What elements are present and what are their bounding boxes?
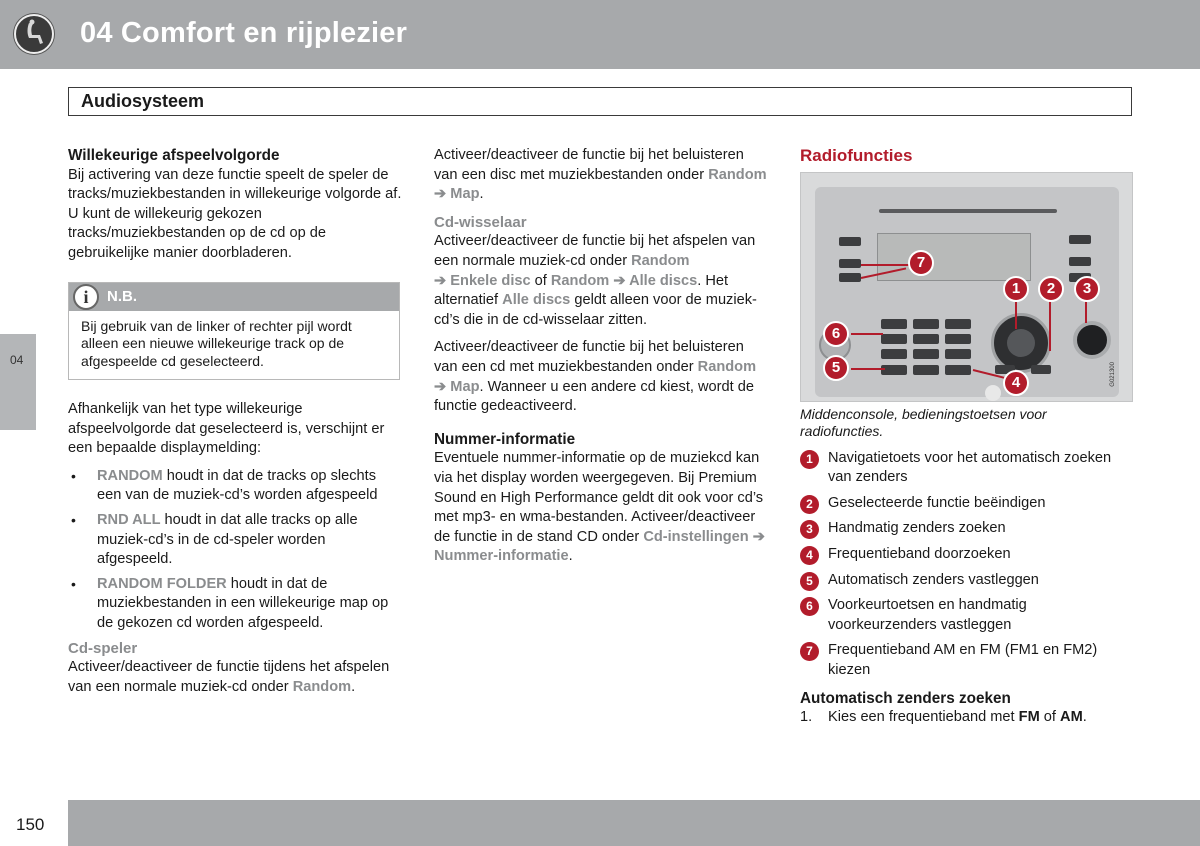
heading-cd-wisselaar: Cd-wisselaar — [434, 213, 527, 231]
paragraph-text: Activeer/deactiveer de functie bij het beluisteren van een cd met muziekbestanden onder — [434, 339, 744, 375]
arrow-icon — [434, 186, 450, 202]
heading-automatisch-zoeken: Automatisch zenders zoeken — [800, 689, 1011, 707]
keyword-random: Random — [697, 358, 757, 375]
column-left — [68, 146, 404, 697]
keyword-random: Random — [550, 272, 610, 289]
keyword-am: AM — [1060, 709, 1083, 726]
paragraph-text: . Het alternatief — [434, 272, 729, 309]
keyword-alle-discs: Alle discs — [629, 272, 698, 289]
cd-button-graphic — [1069, 257, 1091, 266]
keyword-map: Map — [450, 186, 480, 203]
marker-1: 1 — [1003, 276, 1029, 302]
leader-line — [861, 264, 911, 266]
center-console-illustration — [800, 172, 1133, 402]
navigation-center-graphic — [1007, 329, 1035, 357]
list-item-text: Navigatietoets voor het automatisch zoeken van zenders — [828, 449, 1112, 486]
paragraph-text: . Wanneer u een andere cd kiest, wordt de functie gedeactiveerd. — [434, 378, 754, 415]
paragraph-display-message: Afhankelijk van het type willekeurige afspeelvolgorde dat geselecteerd is, verschijnt er een bepaalde displaymelding: — [68, 401, 385, 457]
list-item-text: Handmatig zenders zoeken — [828, 520, 1006, 537]
chapter-side-tab — [0, 334, 36, 430]
arrow-glyph: ➔ — [434, 186, 447, 203]
paragraph-disc-files — [434, 146, 770, 205]
heading-nummer-informatie: Nummer-informatie — [434, 430, 576, 448]
number-badge: 7 — [800, 642, 819, 661]
step-item — [800, 708, 1132, 728]
paragraph-text: Activeer/deactiveer de functie bij het afspelen van een normale muziek-cd onder — [434, 233, 756, 269]
step-text: Kies een frequentieband met — [828, 709, 1019, 726]
marker-4: 4 — [1003, 370, 1029, 396]
paragraph-text: geldt alleen voor de muziek-cd’s die in de cd-wisselaar zitten. — [434, 292, 757, 328]
list-item-text: Frequentieband doorzoeken — [828, 545, 1011, 562]
arrow-glyph: ➔ — [752, 528, 766, 545]
radio-display — [877, 233, 1031, 281]
note-box — [68, 282, 400, 381]
list-item — [68, 467, 404, 506]
keyword-nummer-informatie: Nummer-informatie — [434, 548, 569, 565]
note-text: Bij gebruik van de linker of rechter pijl wordt alleen een nieuwe willekeurige track op de afgespeelde cd geselecteerd. — [81, 317, 352, 369]
list-item — [800, 596, 1132, 635]
list-item — [800, 641, 1132, 680]
keyword-rnd-all: RND ALL — [97, 512, 161, 529]
arrow-glyph: ➔ — [434, 272, 447, 289]
list-item-text: houdt in dat de muziekbestanden in een willekeurige map op de gekozen cd worden afgespeeld. — [97, 575, 389, 631]
arrow-icon — [749, 529, 765, 545]
arrow-icon — [434, 379, 450, 395]
number-badge: 4 — [800, 546, 819, 565]
side-tab-label: 04 — [10, 353, 24, 367]
list-item — [800, 494, 1132, 514]
section-title: Audiosysteem — [68, 87, 1132, 116]
info-icon: i — [73, 284, 99, 310]
leader-line — [851, 368, 885, 370]
list-item — [68, 575, 404, 634]
step-number: 1. — [800, 709, 813, 726]
preset-key-graphic — [945, 349, 971, 359]
auto-key-graphic — [881, 365, 907, 375]
leader-line — [1015, 301, 1017, 329]
column-middle — [434, 146, 770, 567]
am-button-graphic — [839, 259, 861, 268]
heading-random-order: Willekeurige afspeelvolgorde — [68, 147, 280, 164]
note-label: N.B. — [107, 287, 137, 305]
cd-slot — [879, 209, 1057, 213]
arrow-glyph: ➔ — [613, 272, 626, 289]
paragraph-text: Eventuele nummer-informatie op de muziekcd kan via het display worden weergegeven. Bij Premium Sound en High Performance geldt dit ook voor cd’s met mp3- en wma-bestanden. Activeer/deactiveer de functie in de stand CD onder — [434, 450, 764, 545]
keyword-cd-instellingen: Cd-instellingen — [643, 528, 749, 545]
paragraph-text: . — [351, 678, 356, 695]
paragraph-text: . — [479, 186, 484, 203]
seat-icon — [14, 14, 54, 54]
keyword-enkele-disc: Enkele disc — [450, 272, 531, 289]
keyword-random: Random — [708, 166, 767, 183]
keyword-random: Random — [631, 252, 690, 269]
keyword-random: RANDOM — [97, 467, 163, 484]
preset-key-graphic — [945, 319, 971, 329]
step-text: . — [1082, 709, 1087, 726]
keyword-random: Random — [292, 678, 352, 695]
preset-key-graphic — [913, 365, 939, 375]
marker-6: 6 — [823, 321, 849, 347]
list-item — [800, 545, 1132, 565]
preset-key-graphic — [913, 334, 939, 344]
paragraph-text: of — [530, 272, 551, 289]
marker-2: 2 — [1038, 276, 1064, 302]
scan-key-graphic — [945, 365, 971, 375]
preset-key-graphic — [945, 334, 971, 344]
paragraph-cd-wisselaar — [434, 232, 770, 330]
leader-line — [1085, 301, 1087, 323]
list-item — [800, 449, 1132, 488]
preset-key-graphic — [881, 319, 907, 329]
exit-key-graphic — [1031, 365, 1051, 374]
leader-line — [1049, 301, 1051, 351]
chapter-title: 04 Comfort en rijplezier — [80, 17, 408, 49]
paragraph-random-intro: Bij activering van deze functie speelt de speler de tracks/muziekbestanden in willekeurige volgorde af. U kunt de willekeurig gekozen tracks/muziekbestanden op de cd op de gebruikelijke manier doorbladeren. — [68, 166, 402, 261]
number-badge: 2 — [800, 495, 819, 514]
leader-line — [851, 333, 883, 335]
eject-button-graphic — [839, 237, 861, 246]
arrow-icon — [434, 273, 450, 289]
paragraph-text: . — [568, 548, 573, 565]
paragraph-cd-speler — [68, 658, 404, 697]
list-item-text: Geselecteerde functie beëindigen — [828, 494, 1046, 511]
list-item-text: houdt in dat de tracks op slechts een van de muziek-cd’s worden afgespeeld — [97, 467, 378, 504]
bullet-list-random-modes — [68, 467, 404, 634]
numbered-list-radio-functions — [800, 449, 1132, 681]
figure-id: G021300 — [1110, 361, 1117, 387]
preset-key-graphic — [913, 319, 939, 329]
number-badge: 3 — [800, 520, 819, 539]
list-item-text: Automatisch zenders vastleggen — [828, 571, 1039, 588]
keyword-fm: FM — [1018, 709, 1040, 726]
paragraph-text: Activeer/deactiveer de functie tijdens het afspelen van een normale muziek-cd onder — [68, 659, 390, 695]
menu-button-graphic — [1069, 235, 1091, 244]
paragraph-cd-files — [434, 338, 770, 416]
heading-cd-speler: Cd-speler — [68, 639, 138, 657]
list-item — [68, 511, 404, 570]
marker-3: 3 — [1074, 276, 1100, 302]
note-header — [69, 283, 399, 311]
arrow-icon — [609, 273, 629, 289]
preset-key-graphic — [913, 349, 939, 359]
number-badge: 1 — [800, 450, 819, 469]
keyword-random-folder: RANDOM FOLDER — [97, 575, 227, 592]
list-item-text: Voorkeurtoetsen en handmatig voorkeurzenders vastleggen — [828, 597, 1027, 633]
marker-5: 5 — [823, 355, 849, 381]
chapter-logo-cell — [0, 0, 69, 69]
keyword-alle-discs: Alle discs — [502, 292, 571, 309]
arrow-glyph: ➔ — [434, 378, 447, 395]
footer-band — [68, 800, 1200, 846]
paragraph-nummer-informatie — [434, 449, 770, 567]
figure-caption: Middenconsole, bedieningstoetsen voor radiofuncties. — [800, 405, 1047, 439]
paragraph-text: Activeer/deactiveer de functie bij het beluisteren van een disc met muziekbestanden onder — [434, 147, 744, 183]
page-number: 150 — [16, 815, 45, 834]
fm-button-graphic — [839, 273, 861, 282]
heading-radiofuncties: Radiofuncties — [800, 146, 913, 165]
column-right — [800, 146, 1132, 728]
number-badge: 6 — [800, 597, 819, 616]
list-item — [800, 519, 1132, 539]
ir-sensor-graphic — [985, 385, 1001, 401]
step-text: of — [1039, 709, 1061, 726]
number-badge: 5 — [800, 572, 819, 591]
preset-key-graphic — [881, 349, 907, 359]
marker-7: 7 — [908, 250, 934, 276]
list-item — [800, 571, 1132, 591]
keyword-map: Map — [450, 378, 480, 395]
tuning-knob-graphic — [1073, 321, 1111, 359]
preset-key-graphic — [881, 334, 907, 344]
list-item-text: Frequentieband AM en FM (FM1 en FM2) kiezen — [828, 642, 1098, 678]
list-item-text: houdt in dat alle tracks op alle muziek-cd’s in de cd-speler worden afgespeeld. — [97, 512, 358, 568]
